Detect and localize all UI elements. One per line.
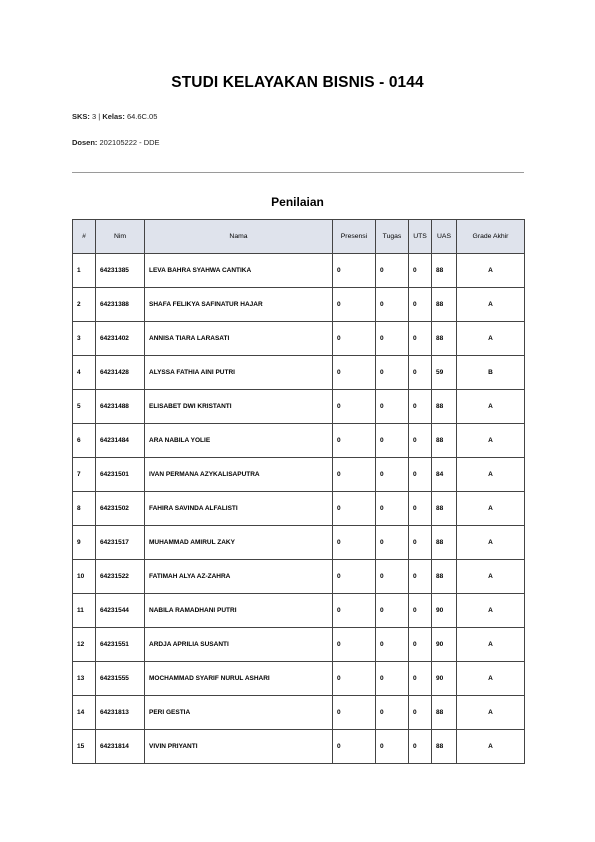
table-header-row (73, 220, 525, 254)
cell-grade-akhir: A (457, 390, 525, 424)
sks-value: 3 (92, 112, 97, 121)
cell-nama: PERI GESTIA (145, 696, 333, 730)
cell-tugas: 0 (376, 390, 409, 424)
cell-number: 2 (73, 288, 96, 322)
cell-number: 6 (73, 424, 96, 458)
cell-number: 14 (73, 696, 96, 730)
cell-number: 13 (73, 662, 96, 696)
cell-number: 12 (73, 628, 96, 662)
cell-grade-akhir: A (457, 696, 525, 730)
table-row (73, 390, 525, 424)
cell-presensi: 0 (333, 628, 376, 662)
cell-presensi: 0 (333, 424, 376, 458)
cell-uts: 0 (409, 628, 432, 662)
cell-nama: MUHAMMAD AMIRUL ZAKY (145, 526, 333, 560)
cell-tugas: 0 (376, 730, 409, 764)
cell-nama: FAHIRA SAVINDA ALFALISTI (145, 492, 333, 526)
table-row (73, 356, 525, 390)
cell-nama: ALYSSA FATHIA AINI PUTRI (145, 356, 333, 390)
cell-uts: 0 (409, 458, 432, 492)
cell-nama: ELISABET DWI KRISTANTI (145, 390, 333, 424)
page-title: STUDI KELAYAKAN BISNIS - 0144 (171, 74, 424, 91)
table-row (73, 696, 525, 730)
table-row (73, 254, 525, 288)
header-uas: UAS (432, 220, 457, 254)
cell-tugas: 0 (376, 696, 409, 730)
cell-tugas: 0 (376, 594, 409, 628)
cell-grade-akhir: A (457, 254, 525, 288)
cell-number: 3 (73, 322, 96, 356)
cell-presensi: 0 (333, 662, 376, 696)
cell-uts: 0 (409, 594, 432, 628)
cell-grade-akhir: A (457, 288, 525, 322)
grades-table (72, 219, 525, 764)
cell-number: 10 (73, 560, 96, 594)
cell-nim: 64231551 (96, 628, 145, 662)
cell-uas: 88 (432, 526, 457, 560)
cell-tugas: 0 (376, 662, 409, 696)
cell-tugas: 0 (376, 288, 409, 322)
cell-uas: 88 (432, 424, 457, 458)
sks-label: SKS (72, 112, 88, 121)
cell-tugas: 0 (376, 628, 409, 662)
cell-tugas: 0 (376, 492, 409, 526)
cell-presensi: 0 (333, 288, 376, 322)
table-row (73, 560, 525, 594)
dosen-value: 202105222 - DDE (99, 138, 160, 147)
cell-number: 4 (73, 356, 96, 390)
cell-uas: 88 (432, 560, 457, 594)
cell-uts: 0 (409, 560, 432, 594)
cell-nama: VIVIN PRIYANTI (145, 730, 333, 764)
cell-uts: 0 (409, 730, 432, 764)
header-uts: UTS (409, 220, 432, 254)
cell-number: 7 (73, 458, 96, 492)
table-body (73, 254, 525, 764)
cell-grade-akhir: A (457, 458, 525, 492)
cell-nama: ANNISA TIARA LARASATI (145, 322, 333, 356)
cell-presensi: 0 (333, 696, 376, 730)
cell-nim: 64231522 (96, 560, 145, 594)
cell-uas: 90 (432, 628, 457, 662)
cell-uts: 0 (409, 526, 432, 560)
cell-grade-akhir: A (457, 526, 525, 560)
cell-nim: 64231385 (96, 254, 145, 288)
cell-tugas: 0 (376, 322, 409, 356)
cell-nim: 64231814 (96, 730, 145, 764)
cell-nama: ARDJA APRILIA SUSANTI (145, 628, 333, 662)
section-title: Penilaian (271, 195, 324, 209)
table-row (73, 526, 525, 560)
cell-grade-akhir: B (457, 356, 525, 390)
cell-presensi: 0 (333, 356, 376, 390)
meta-separator: | (98, 112, 101, 121)
cell-presensi: 0 (333, 560, 376, 594)
cell-uas: 59 (432, 356, 457, 390)
header-nim: Nim (96, 220, 145, 254)
cell-tugas: 0 (376, 560, 409, 594)
cell-tugas: 0 (376, 424, 409, 458)
cell-grade-akhir: A (457, 662, 525, 696)
table-row (73, 322, 525, 356)
table-row (73, 628, 525, 662)
cell-nim: 64231488 (96, 390, 145, 424)
cell-uts: 0 (409, 662, 432, 696)
header-nama: Nama (145, 220, 333, 254)
cell-number: 5 (73, 390, 96, 424)
cell-number: 1 (73, 254, 96, 288)
cell-tugas: 0 (376, 458, 409, 492)
cell-uas: 88 (432, 696, 457, 730)
cell-nim: 64231544 (96, 594, 145, 628)
cell-presensi: 0 (333, 526, 376, 560)
cell-grade-akhir: A (457, 492, 525, 526)
cell-number: 8 (73, 492, 96, 526)
cell-grade-akhir: A (457, 594, 525, 628)
cell-nim: 64231428 (96, 356, 145, 390)
table-row (73, 492, 525, 526)
cell-uas: 88 (432, 492, 457, 526)
lecturer-meta-line: Dosen: 202105222 - DDE (72, 138, 160, 147)
header-number: # (73, 220, 96, 254)
cell-tugas: 0 (376, 356, 409, 390)
table-row (73, 594, 525, 628)
cell-uts: 0 (409, 390, 432, 424)
cell-grade-akhir: A (457, 424, 525, 458)
cell-number: 9 (73, 526, 96, 560)
cell-uas: 90 (432, 594, 457, 628)
kelas-value: 64.6C.05 (126, 112, 158, 121)
cell-nama: ARA NABILA YOLIE (145, 424, 333, 458)
cell-grade-akhir: A (457, 560, 525, 594)
cell-presensi: 0 (333, 254, 376, 288)
cell-grade-akhir: A (457, 322, 525, 356)
cell-presensi: 0 (333, 594, 376, 628)
cell-nim: 64231555 (96, 662, 145, 696)
cell-uas: 84 (432, 458, 457, 492)
cell-uas: 88 (432, 322, 457, 356)
cell-nama: NABILA RAMADHANI PUTRI (145, 594, 333, 628)
cell-uas: 88 (432, 390, 457, 424)
cell-presensi: 0 (333, 322, 376, 356)
cell-nim: 64231501 (96, 458, 145, 492)
header-grade-akhir: Grade Akhir (457, 220, 525, 254)
kelas-label: Kelas (102, 112, 123, 121)
table-row (73, 424, 525, 458)
cell-uas: 90 (432, 662, 457, 696)
table-row (73, 458, 525, 492)
divider (72, 172, 524, 173)
cell-nim: 64231484 (96, 424, 145, 458)
cell-uts: 0 (409, 492, 432, 526)
header-tugas: Tugas (376, 220, 409, 254)
cell-nim: 64231502 (96, 492, 145, 526)
header-presensi: Presensi (333, 220, 376, 254)
dosen-label: Dosen (72, 138, 95, 147)
cell-nim: 64231388 (96, 288, 145, 322)
cell-grade-akhir: A (457, 730, 525, 764)
cell-tugas: 0 (376, 526, 409, 560)
cell-uas: 88 (432, 730, 457, 764)
cell-uts: 0 (409, 696, 432, 730)
cell-uts: 0 (409, 356, 432, 390)
cell-number: 15 (73, 730, 96, 764)
cell-uts: 0 (409, 254, 432, 288)
cell-nim: 64231517 (96, 526, 145, 560)
cell-uas: 88 (432, 254, 457, 288)
cell-nama: LEVA BAHRA SYAHWA CANTIKA (145, 254, 333, 288)
cell-nama: FATIMAH ALYA AZ-ZAHRA (145, 560, 333, 594)
cell-uas: 88 (432, 288, 457, 322)
table-row (73, 730, 525, 764)
cell-presensi: 0 (333, 390, 376, 424)
cell-nim: 64231813 (96, 696, 145, 730)
course-meta-line: SKS: 3 | Kelas: 64.6C.05 (72, 112, 158, 121)
cell-uts: 0 (409, 424, 432, 458)
cell-uts: 0 (409, 288, 432, 322)
cell-tugas: 0 (376, 254, 409, 288)
cell-nim: 64231402 (96, 322, 145, 356)
cell-nama: SHAFA FELIKYA SAFINATUR HAJAR (145, 288, 333, 322)
cell-uts: 0 (409, 322, 432, 356)
cell-presensi: 0 (333, 492, 376, 526)
cell-number: 11 (73, 594, 96, 628)
table-row (73, 662, 525, 696)
cell-nama: IVAN PERMANA AZYKALISAPUTRA (145, 458, 333, 492)
cell-presensi: 0 (333, 458, 376, 492)
table-row (73, 288, 525, 322)
cell-grade-akhir: A (457, 628, 525, 662)
cell-nama: MOCHAMMAD SYARIF NURUL ASHARI (145, 662, 333, 696)
cell-presensi: 0 (333, 730, 376, 764)
